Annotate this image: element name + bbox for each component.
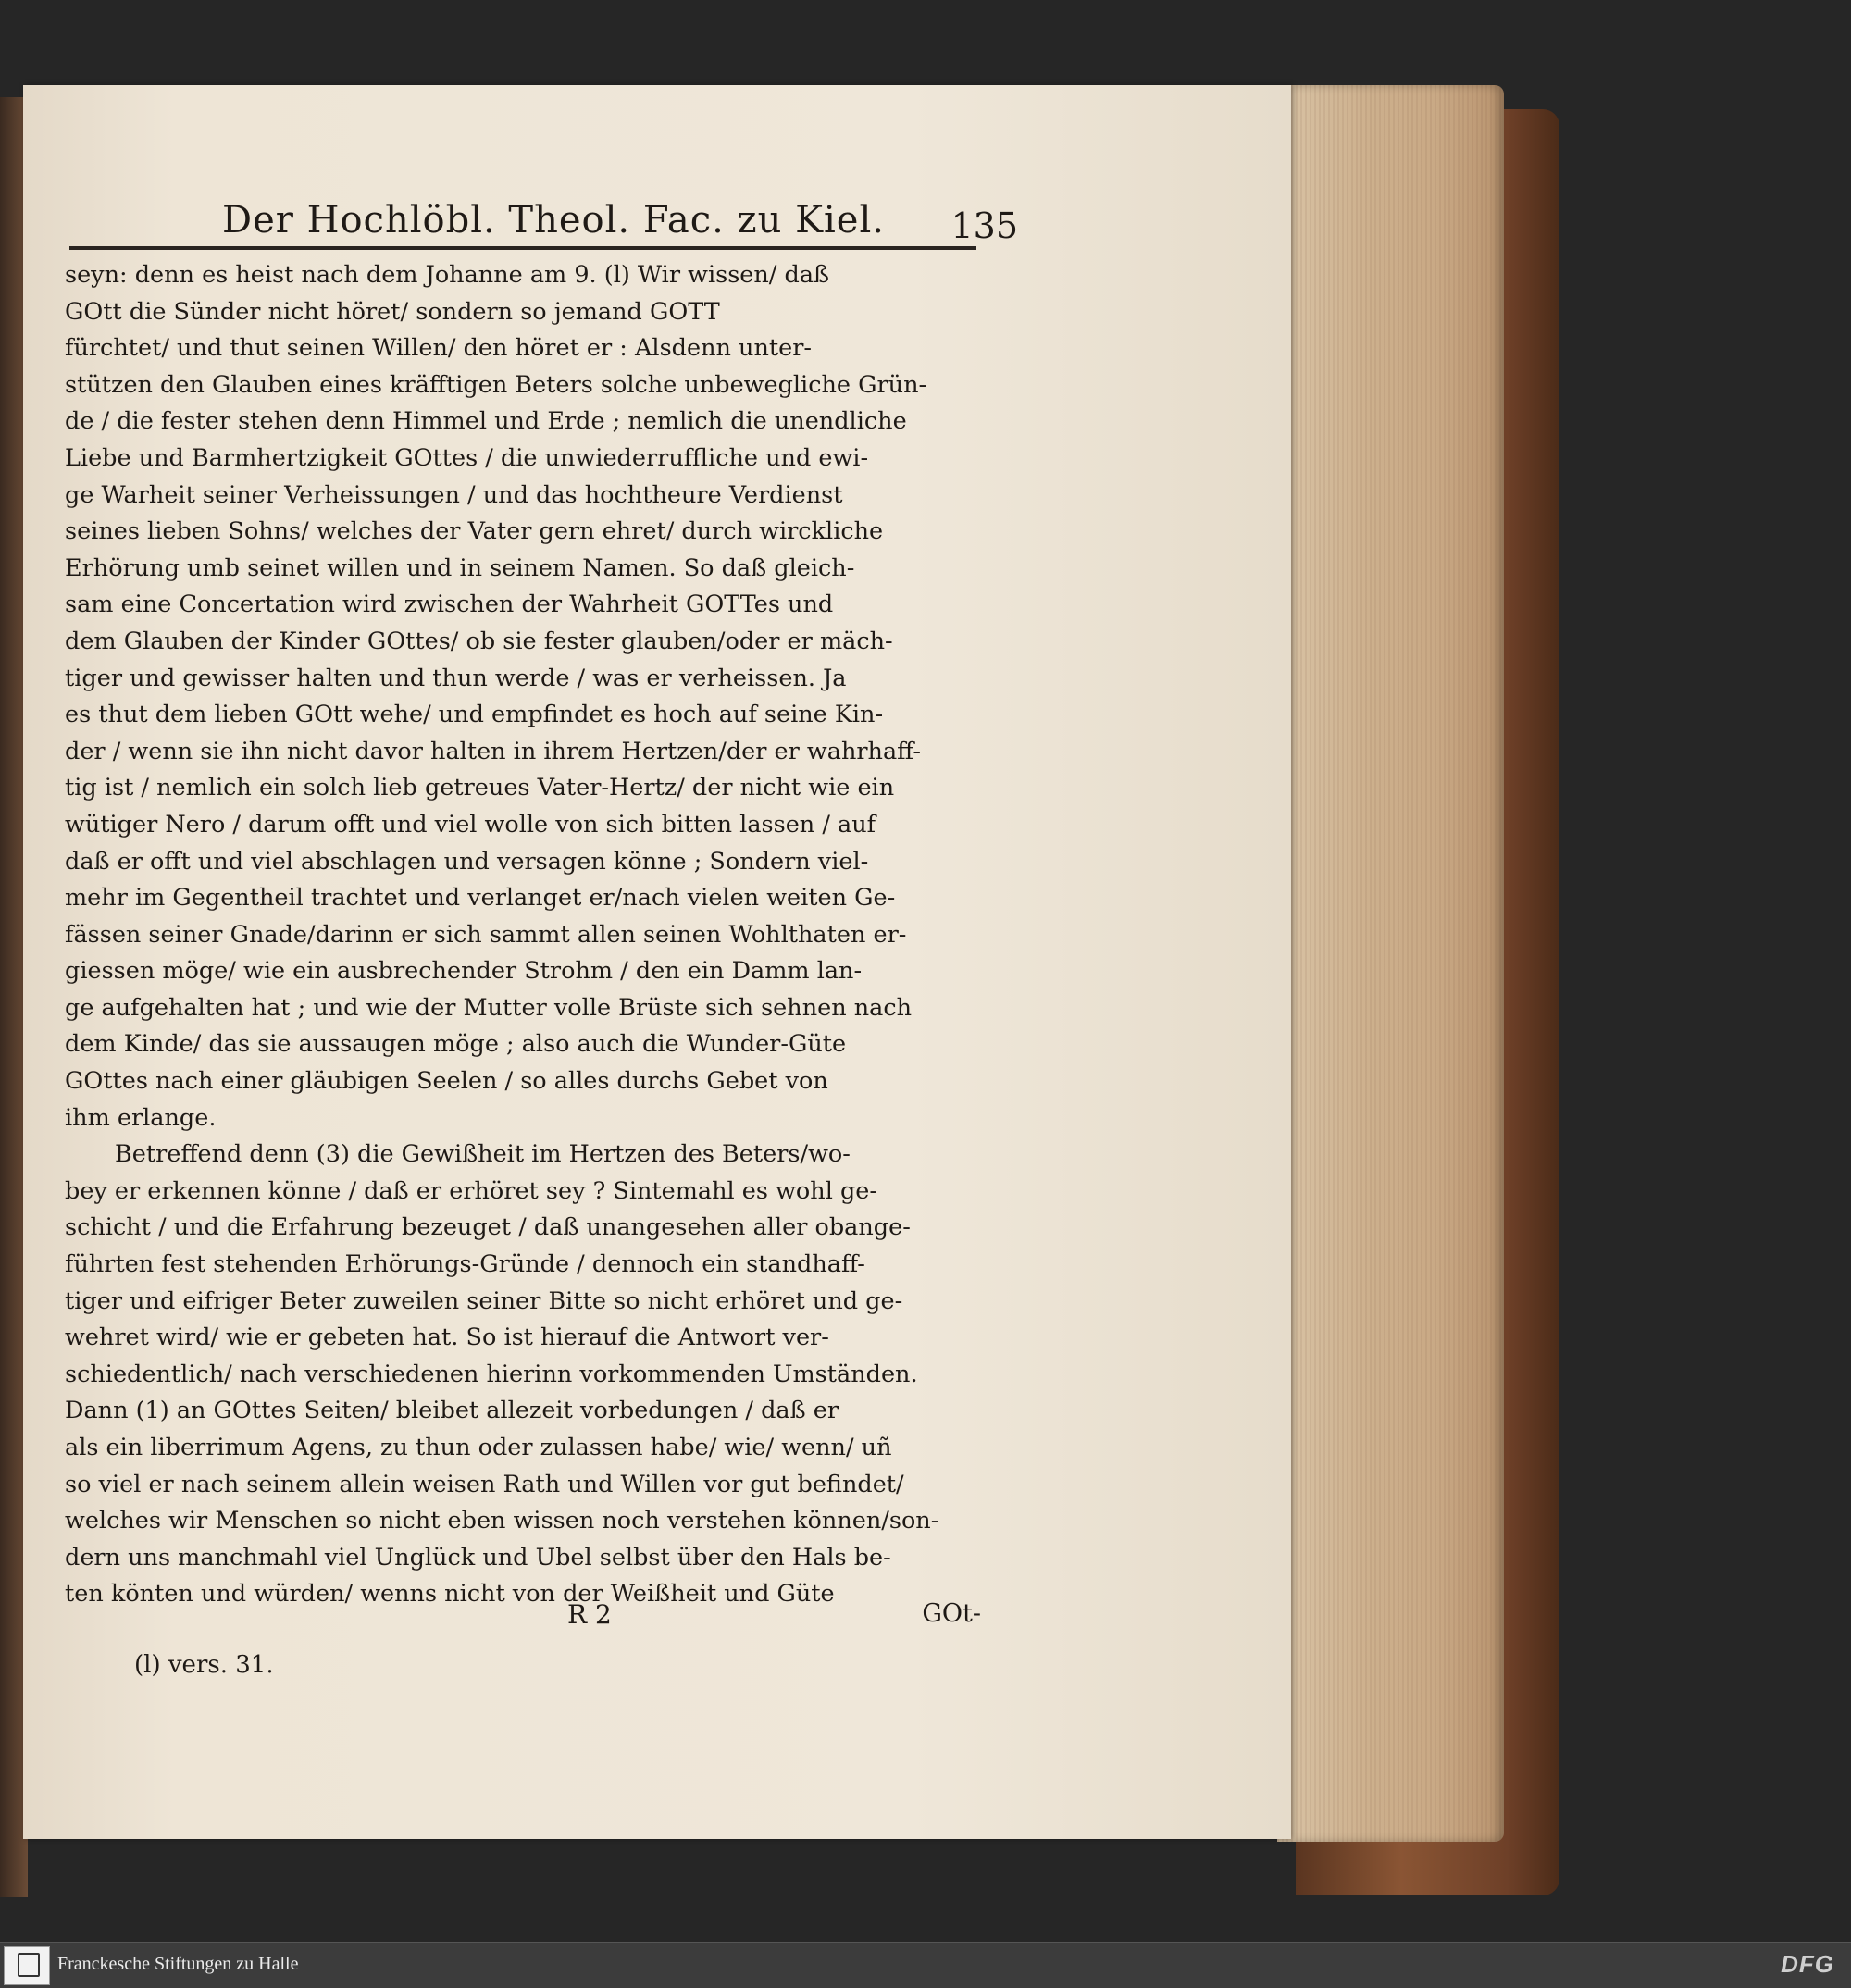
text-line: ten könten und würden/ wenns nicht von der Weißheit und Güte [65, 1580, 835, 1609]
catchword: GOt- [922, 1599, 981, 1628]
text-line: fässen seiner Gnade/darinn er sich sammt allen seinen Wohlthaten er- [65, 920, 907, 949]
text-line: ge aufgehalten hat ; und wie der Mutter volle Brüste sich sehnen nach [65, 993, 913, 1022]
institution-name[interactable]: Franckesche Stiftungen zu Halle [57, 1954, 299, 1974]
running-head: Der Hochlöbl. Theol. Fac. zu Kiel. [222, 199, 885, 242]
header-rule [69, 246, 976, 255]
text-line: Erhörung umb seinet willen und in seinem Namen. So daß gleich- [65, 553, 855, 582]
text-line: dern uns manchmahl viel Unglück und Ubel selbst über den Hals be- [65, 1543, 891, 1572]
viewer-footer [0, 1942, 1851, 1988]
text-line: tig ist / nemlich ein solch lieb getreues Vater-Hertz/ der nicht wie ein [65, 774, 895, 802]
text-line: mehr im Gegentheil trachtet und verlanget er/nach vielen weiten Ge- [65, 884, 896, 913]
text-line: wehret wird/ wie er gebeten hat. So ist hierauf die Antwort ver- [65, 1323, 829, 1352]
logo-mark [18, 1953, 40, 1977]
text-line: bey er erkennen könne / daß er erhöret sey ? Sintemahl es wohl ge- [65, 1176, 877, 1205]
page-fore-edge [1277, 85, 1504, 1842]
text-line: tiger und gewisser halten und thun werde / was er verheissen. Ja [65, 664, 847, 692]
text-line: führten fest stehenden Erhörungs-Gründe / dennoch ein standhaff- [65, 1250, 865, 1279]
text-line: schicht / und die Erfahrung bezeuget / daß unangesehen aller obange- [65, 1213, 911, 1242]
body-text [65, 257, 981, 1613]
signature-mark: R 2 [567, 1599, 612, 1630]
text-line: GOttes nach einer gläubigen Seelen / so alles durchs Gebet von [65, 1067, 828, 1096]
text-line: seyn: denn es heist nach dem Johanne am 9. (l) Wir wissen/ daß [65, 261, 830, 289]
text-line: daß er offt und viel abschlagen und versagen könne ; Sondern viel- [65, 847, 869, 876]
text-line: es thut dem lieben GOtt wehe/ und empfindet es hoch auf seine Kin- [65, 701, 884, 729]
text-line: als ein liberrimum Agens, zu thun oder zulassen habe/ wie/ wenn/ uñ [65, 1434, 892, 1461]
text-line: wütiger Nero / darum offt und viel wolle von sich bitten lassen / auf [65, 810, 876, 839]
text-line: dem Kinde/ das sie aussaugen möge ; also auch die Wunder-Güte [65, 1030, 847, 1059]
text-line: Liebe und Barmhertzigkeit GOttes / die unwiederruffliche und ewi- [65, 443, 869, 472]
text-line: schiedentlich/ nach verschiedenen hierinn vorkommenden Umständen. [65, 1360, 918, 1388]
text-line: welches wir Menschen so nicht eben wissen noch verstehen können/son- [65, 1507, 939, 1535]
text-line: GOtt die Sünder nicht höret/ sondern so jemand GOTT [65, 297, 720, 326]
text-line: giessen möge/ wie ein ausbrechender Strohm / den ein Damm lan- [65, 957, 863, 986]
text-line: stützen den Glauben eines kräfftigen Beters solche unbewegliche Grün- [65, 370, 927, 399]
text-line: dem Glauben der Kinder GOttes/ ob sie fester glauben/oder er mäch- [65, 627, 893, 655]
text-line: fürchtet/ und thut seinen Willen/ den höret er : Alsdenn unter- [65, 334, 813, 363]
footnote: (l) vers. 31. [134, 1651, 274, 1679]
text-line: der / wenn sie ihn nicht davor halten in ihrem Hertzen/der er wahrhaff- [65, 737, 922, 765]
text-line: de / die fester stehen denn Himmel und Erde ; nemlich die unendliche [65, 407, 907, 436]
francke-foundation-logo-icon[interactable] [4, 1946, 50, 1985]
dfg-logo[interactable]: DFG [1781, 1950, 1834, 1978]
text-line: Dann (1) an GOttes Seiten/ bleibet allezeit vorbedungen / daß er [65, 1397, 839, 1425]
paragraph-start-line: Betreffend denn (3) die Gewißheit im Hertzen des Beters/wo- [115, 1140, 851, 1169]
text-line: tiger und eifriger Beter zuweilen seiner Bitte so nicht erhöret und ge- [65, 1286, 903, 1315]
text-line: ihm erlange. [65, 1103, 217, 1132]
text-line: so viel er nach seinem allein weisen Rath und Willen vor gut befindet/ [65, 1470, 904, 1498]
text-line: sam eine Concertation wird zwischen der Wahrheit GOTTes und [65, 590, 834, 619]
page-number: 135 [950, 205, 1018, 246]
text-line: ge Warheit seiner Verheissungen / und das hochtheure Verdienst [65, 480, 843, 509]
text-line: seines lieben Sohns/ welches der Vater gern ehret/ durch wirckliche [65, 517, 884, 546]
